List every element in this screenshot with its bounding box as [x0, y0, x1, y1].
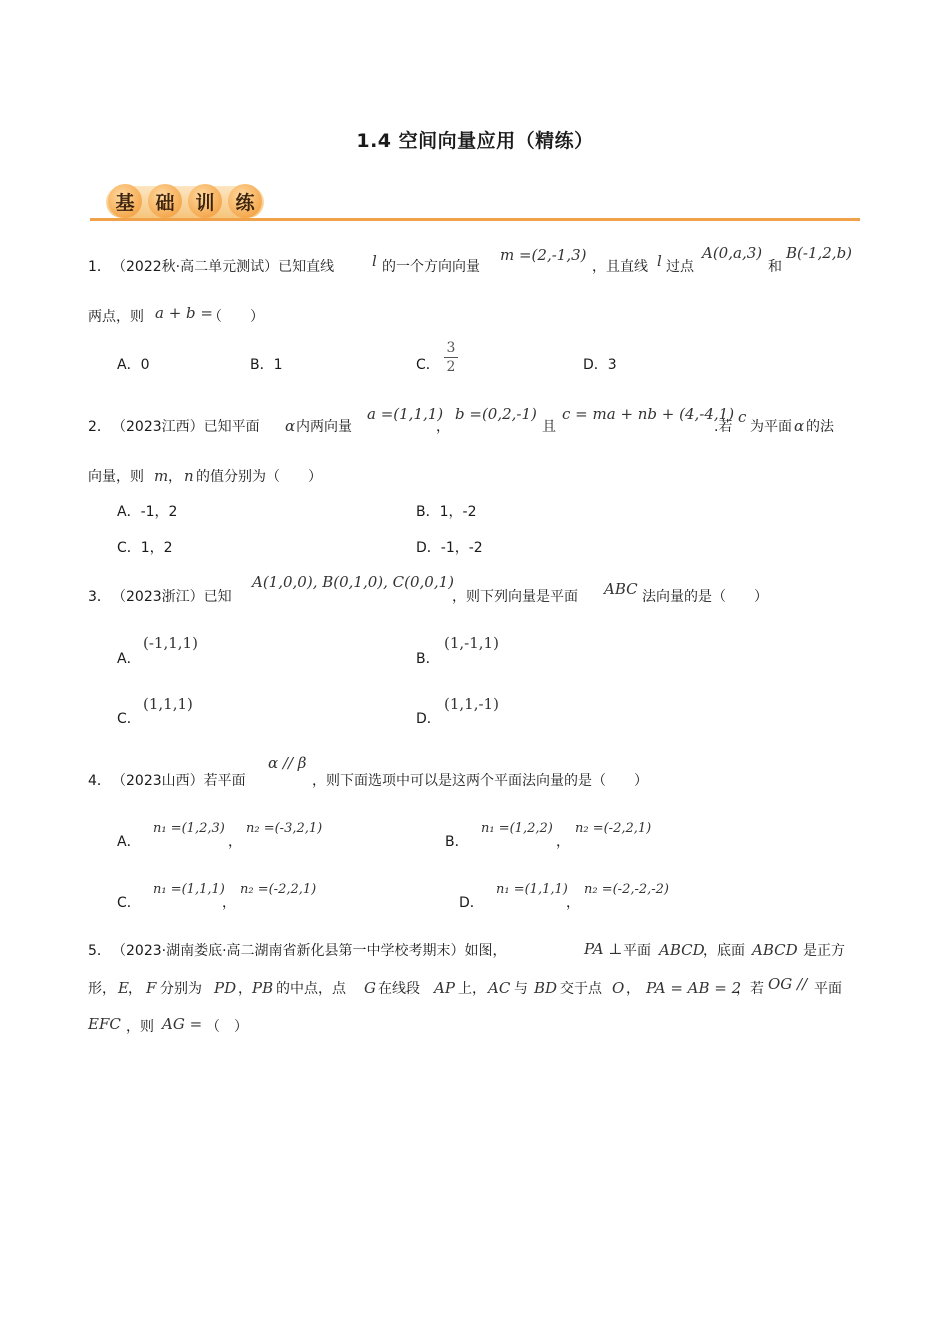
q5-l2-l: 平面 — [814, 981, 842, 997]
q5-l2-j: ， — [626, 981, 640, 997]
q1-line-symbol-2: l — [657, 252, 662, 270]
q5-l2-b: ， — [128, 981, 142, 997]
section-banner — [90, 180, 860, 224]
q4-option-c-n1: n₁ =(1,1,1) — [153, 882, 225, 897]
q1-point-a: A(0,a,3) — [702, 244, 763, 262]
q2-text-5: 的值分别为（ ） — [196, 469, 322, 485]
q1-option-c-numerator: 3 — [446, 340, 456, 356]
q1-source: （2022秋·高二单元测试）已知直线 — [112, 259, 335, 275]
q5-l2-d: ， — [238, 981, 252, 997]
q2-text-4: 的法 — [806, 419, 834, 435]
q3-text-2: 法向量的是（ ） — [642, 589, 768, 605]
q4-option-a: A． — [117, 834, 141, 850]
q1-and: 和 — [768, 259, 782, 275]
q4-option-a-comma: ， — [228, 834, 242, 850]
q5-segment-pb: PB — [252, 979, 274, 997]
banner-char-2: 础 — [148, 184, 182, 218]
q2-option-b: B．1，-2 — [416, 504, 477, 520]
q3-option-b: B． — [416, 651, 440, 667]
q5-l2-g: 上， — [458, 981, 486, 997]
q5-l2-e: 的中点，点 — [276, 981, 346, 997]
q1-point-b: B(-1,2,b) — [786, 244, 853, 262]
q1-number: 1． — [88, 259, 111, 275]
q5-l2-h: 与 — [514, 981, 528, 997]
q5-answer-paren: （ ） — [206, 1019, 248, 1035]
q5-l2-a: 形， — [88, 981, 116, 997]
q4-option-a-n1: n₁ =(1,2,3) — [153, 821, 225, 836]
q5-segment-ac: AC — [488, 979, 511, 997]
q1-text-3: 过点 — [666, 259, 694, 275]
q2-option-a: A．-1，2 — [117, 504, 178, 520]
q5-point-o: O — [612, 979, 625, 997]
q2-separator: ， — [168, 469, 182, 485]
q2-alpha: α — [285, 417, 296, 435]
q3-source: （2023浙江）已知 — [112, 589, 232, 605]
q3-text-1: ，则下列向量是平面 — [452, 589, 578, 605]
q4-option-c-n2: n₂ =(-2,2,1) — [240, 882, 317, 897]
q3-option-a-vector: (-1,1,1) — [143, 634, 198, 652]
q5-point-f: F — [146, 979, 157, 997]
banner-char-1: 基 — [108, 184, 142, 218]
q4-text-1: ，则下面选项中可以是这两个平面法向量的是（ ） — [312, 773, 648, 789]
q2-vector-b: b =(0,2,-1) — [455, 405, 537, 423]
q5-equality: PA = AB = 2 — [646, 979, 742, 997]
q4-option-b: B． — [445, 834, 469, 850]
q1-option-a: A．0 — [117, 357, 150, 373]
q1-option-c-fraction — [444, 340, 458, 375]
q1-option-b: B．1 — [250, 357, 283, 373]
q1-answer-paren: （ ） — [208, 309, 264, 325]
q5-pa-perpendicular: PA ⊥ — [584, 940, 623, 958]
q4-source: （2023山西）若平面 — [112, 773, 246, 789]
q2-vector-c: c = ma + nb + (4,-4,1) — [562, 405, 735, 423]
q4-option-c: C． — [117, 895, 141, 911]
q5-l2-k: ，若 — [736, 981, 764, 997]
q1-option-c: C． — [416, 357, 440, 373]
q2-option-d: D．-1，-2 — [416, 540, 483, 556]
q2-m: m — [154, 467, 169, 485]
q2-text-2: .若 — [714, 419, 733, 435]
q4-parallel-relation: α // β — [268, 754, 307, 772]
q5-abcd-1: ABCD — [659, 941, 705, 959]
q2-source: （2023江西）已知平面 — [112, 419, 260, 435]
q4-option-b-n2: n₂ =(-2,2,1) — [575, 821, 652, 836]
q4-option-d-n1: n₁ =(1,1,1) — [496, 882, 568, 897]
q3-option-a: A． — [117, 651, 141, 667]
q2-vector-a: a =(1,1,1) — [367, 405, 444, 423]
q1-text-2: ，且直线 — [592, 259, 648, 275]
q5-text-2: ，底面 — [703, 943, 745, 959]
q5-point-e: E — [118, 979, 129, 997]
q5-l3-a: ，则 — [126, 1019, 154, 1035]
q5-l2-c: 分别为 — [160, 981, 202, 997]
q1-text-line2: 两点，则 — [88, 309, 144, 325]
q5-segment-pd: PD — [214, 979, 237, 997]
q3-option-b-vector: (1,-1,1) — [444, 634, 499, 652]
banner-char-3: 训 — [188, 184, 222, 218]
q4-option-b-comma: ， — [556, 834, 570, 850]
q2-and: 且 — [542, 419, 556, 435]
q3-option-d: D． — [416, 711, 441, 727]
q4-option-d-n2: n₂ =(-2,-2,-2) — [584, 882, 670, 897]
q1-option-d: D．3 — [583, 357, 617, 373]
q5-text-3: 是正方 — [803, 943, 845, 959]
q5-l2-f: 在线段 — [378, 981, 420, 997]
q5-og-parallel: OG // — [768, 975, 808, 993]
q3-plane-abc: ABC — [604, 580, 638, 598]
q4-number: 4． — [88, 773, 111, 789]
q2-number: 2． — [88, 419, 111, 435]
q2-option-c: C．1，2 — [117, 540, 173, 556]
q3-option-d-vector: (1,1,-1) — [444, 695, 499, 713]
q3-points: A(1,0,0), B(0,1,0), C(0,0,1) — [252, 573, 455, 591]
q2-text-line2: 向量，则 — [88, 469, 144, 485]
q2-n: n — [184, 467, 194, 485]
q2-text-3: 为平面 — [750, 419, 792, 435]
q1-line-symbol: l — [372, 252, 377, 270]
q5-plane-efc: EFC — [88, 1015, 121, 1033]
q1-option-c-denominator: 2 — [446, 359, 456, 375]
q5-abcd-2: ABCD — [752, 941, 798, 959]
q4-option-d: D． — [459, 895, 484, 911]
q2-c-symbol: c — [738, 408, 747, 426]
q5-source: （2023·湖南娄底·高二湖南省新化县第一中学校考期末）如图， — [112, 943, 507, 959]
q5-segment-bd: BD — [534, 979, 558, 997]
q5-text-1: 平面 — [623, 943, 651, 959]
q2-text-1: 内两向量 — [296, 419, 352, 435]
q5-segment-ap: AP — [434, 979, 455, 997]
q1-text-1: 的一个方向向量 — [382, 259, 480, 275]
q1-expression: a + b = — [155, 304, 213, 322]
q2-alpha-2: α — [794, 417, 805, 435]
q5-number: 5． — [88, 943, 111, 959]
banner-underline — [90, 218, 860, 221]
q3-number: 3． — [88, 589, 111, 605]
q2-comma: ， — [436, 419, 450, 435]
q5-point-g: G — [364, 979, 376, 997]
fraction-bar — [444, 357, 458, 358]
q1-direction-vector: m =(2,-1,3) — [500, 246, 587, 264]
q4-option-c-comma: ， — [222, 895, 236, 911]
q5-ag-expression: AG = — [162, 1015, 203, 1033]
q4-option-d-comma: ， — [566, 895, 580, 911]
q5-l2-i: 交于点 — [560, 981, 602, 997]
page-title: 1.4 空间向量应用（精练） — [356, 130, 594, 152]
q3-option-c: C． — [117, 711, 141, 727]
q4-option-b-n1: n₁ =(1,2,2) — [481, 821, 553, 836]
q4-option-a-n2: n₂ =(-3,2,1) — [246, 821, 323, 836]
q3-option-c-vector: (1,1,1) — [143, 695, 193, 713]
banner-char-4: 练 — [228, 184, 262, 218]
